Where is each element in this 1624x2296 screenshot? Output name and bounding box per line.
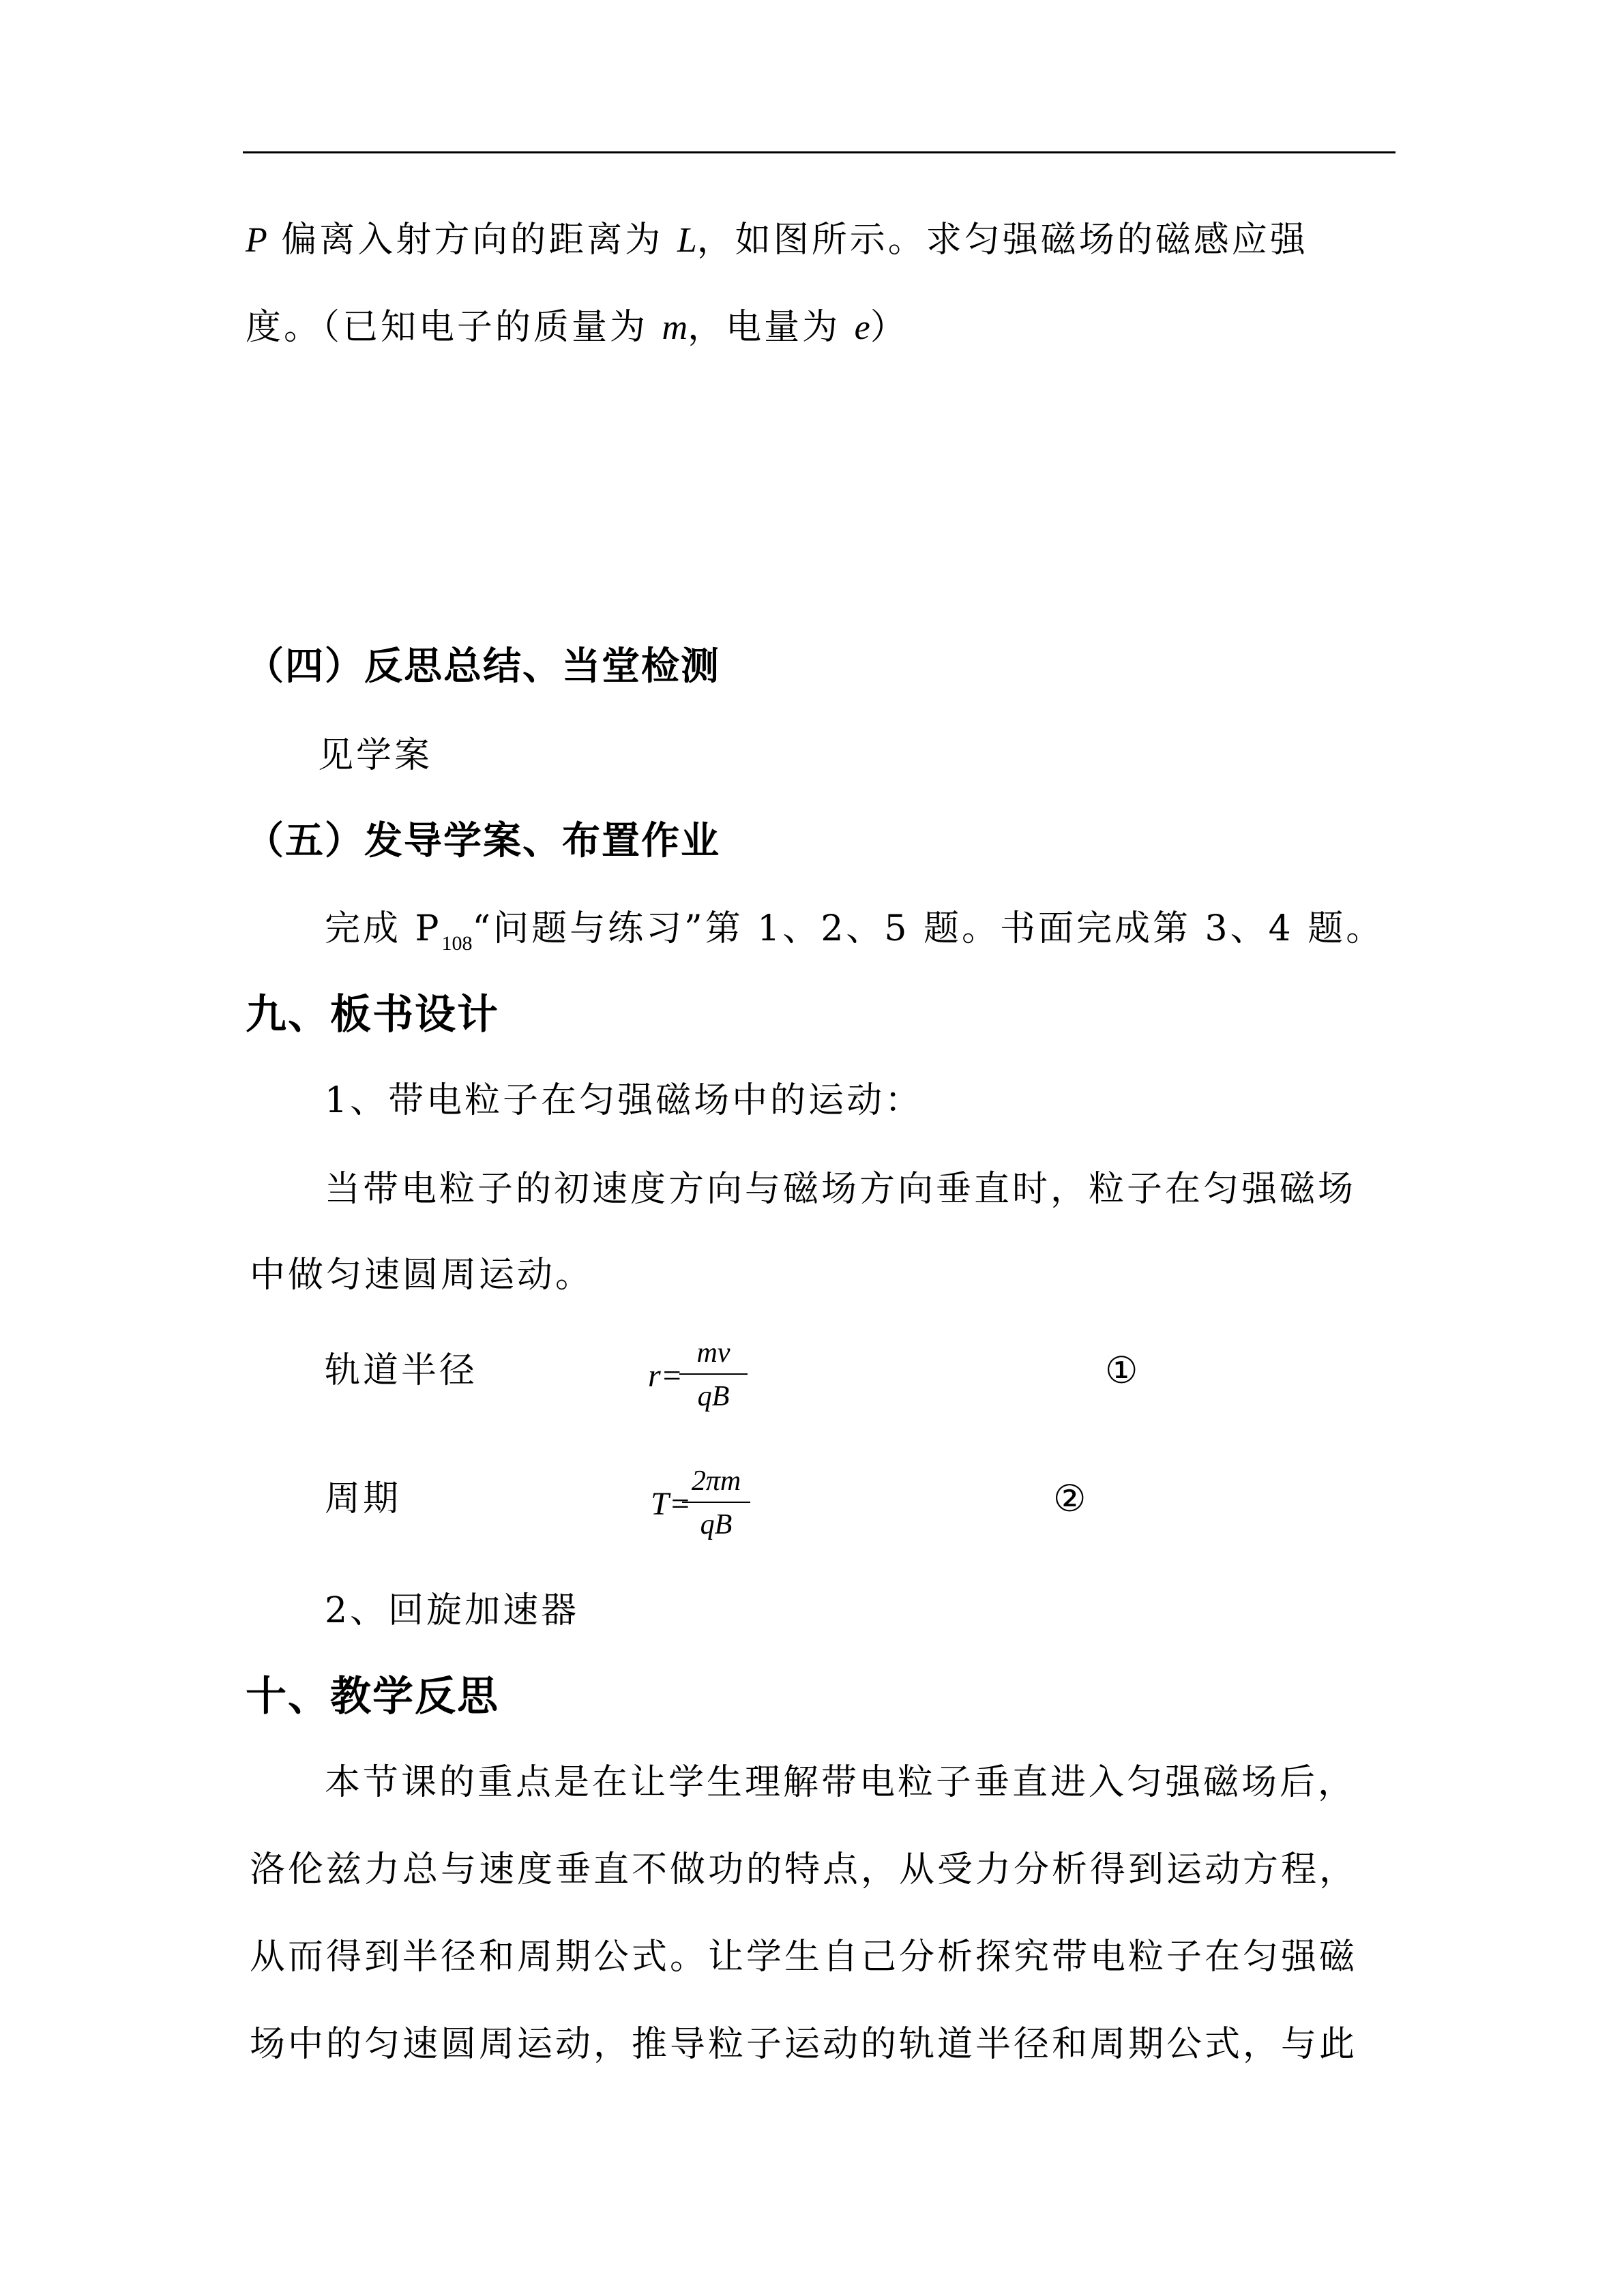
formula-2-label: 周期 — [325, 1478, 402, 1519]
board-paragraph-line-2: 中做匀速圆周运动。 — [250, 1255, 594, 1296]
var-p: P — [246, 221, 267, 260]
problem-text: 度。（已知电子的质量为 — [246, 307, 662, 348]
problem-line-2 — [246, 307, 909, 348]
fraction-bar — [679, 1373, 748, 1375]
reflection-line-1: 本节课的重点是在让学生理解带电粒子垂直进入匀强磁场后， — [325, 1762, 1357, 1803]
reflection-line-2: 洛伦兹力总与速度垂直不做功的特点，从受力分析得到运动方程， — [250, 1849, 1358, 1890]
reflection-line-3: 从而得到半径和周期公式。让学生自己分析探究带电粒子在匀强磁 — [250, 1937, 1358, 1978]
formula-2-lhs: T= — [651, 1486, 692, 1522]
var-l: L — [677, 221, 697, 260]
problem-text: 偏离入射方向的距离为 — [267, 220, 677, 260]
var-e: e — [854, 308, 870, 347]
section-5-text: 完成 P — [325, 908, 442, 949]
section-10-heading: 十、教学反思 — [246, 1673, 499, 1720]
formula-1-label: 轨道半径 — [325, 1350, 478, 1391]
formula-1-denominator: qB — [697, 1381, 730, 1412]
formula-1-numerator: mv — [696, 1337, 730, 1369]
section-4-heading: （四）反思总结、当堂检测 — [246, 644, 720, 689]
fraction-bar — [682, 1502, 750, 1503]
page-subscript: 108 — [441, 932, 473, 955]
header-rule — [243, 151, 1396, 153]
var-m: m — [662, 308, 688, 347]
formula-1-lhs: r= — [648, 1358, 683, 1394]
section-5-body — [325, 908, 1385, 955]
section-5-text: “问题与练习”第 1、2、5 题。书面完成第 3、4 题。 — [472, 908, 1385, 949]
formula-2-numerator: 2πm — [691, 1465, 741, 1497]
problem-text: ，如图所示。求匀强磁场的磁感应强 — [696, 220, 1308, 260]
board-item-1: 1、带电粒子在匀强磁场中的运动： — [325, 1080, 924, 1121]
problem-text: ） — [870, 307, 909, 348]
equation-marker-1: ① — [1105, 1349, 1138, 1392]
section-5-heading: （五）发导学案、布置作业 — [246, 819, 720, 863]
problem-text: ，电量为 — [688, 307, 855, 348]
board-item-2: 2、回旋加速器 — [325, 1590, 580, 1631]
formula-2-denominator: qB — [700, 1509, 733, 1540]
problem-line-1 — [246, 222, 1308, 258]
section-4-body: 见学案 — [318, 735, 433, 776]
section-9-heading: 九、板书设计 — [246, 991, 499, 1039]
equation-marker-2: ② — [1053, 1477, 1087, 1520]
board-paragraph-line-1: 当带电粒子的初速度方向与磁场方向垂直时，粒子在匀强磁场 — [325, 1169, 1357, 1210]
reflection-line-4: 场中的匀速圆周运动，推导粒子运动的轨道半径和周期公式，与此 — [250, 2024, 1358, 2065]
